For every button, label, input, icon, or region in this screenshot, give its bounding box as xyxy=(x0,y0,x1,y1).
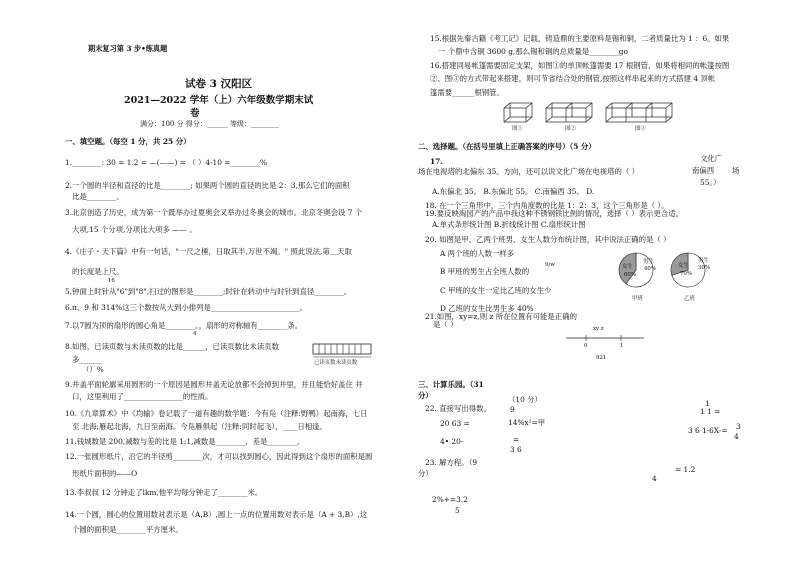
question-3-line1: 3.北京创造了历史，成为第一个既举办过夏奥会又举办过冬奥会的城市。北京冬奥会设 7 个 xyxy=(65,208,363,217)
question-20-option-a: A 两个班的人数一样多 xyxy=(440,249,515,258)
question-20-option-b: B 甲班的男生占全班人数的 xyxy=(440,267,530,276)
question-6: 6.π、9 和 314%这三个数按从大到小排列是________________________。 xyxy=(65,303,307,312)
question-22-points: （10 分） xyxy=(508,395,542,404)
question-7: 7.以7圆为顶的扇形的圆心角是________。，扇形的对称轴有________条。 xyxy=(65,321,303,330)
question-16-line2: ②、图③的方式带起来搭建，则可节省结合处的钢管,按照这样串起来的方式搭建 4 顶帐 xyxy=(430,74,716,83)
q23-equation-1: 2%+=3.2 xyxy=(432,495,468,504)
question-8-line1: 8.如图，已读页数与未读页数的比是______，已读页数比未读页数 xyxy=(65,342,279,351)
pie-b-boy-label: 男生 xyxy=(698,258,709,264)
pie-a-boy-pct: 40% xyxy=(644,266,656,272)
question-4-line1: 4.《庄子・天下篇》中有一句话，"一尺之棰，日取其半,万世不竭。" 照此说法,第＿天取 xyxy=(65,247,352,256)
pages-bar-figure xyxy=(313,342,373,372)
review-step-header: 期末复习第 3 步•练真题 xyxy=(88,44,168,53)
question-12-line1: 12.一张圆形纸片，沿它的半径剪________次，才可以找到圆心，因此得到这个扇形的面积是圆 xyxy=(65,452,373,461)
q21-zero: 0 xyxy=(584,343,588,349)
question-10-line1: 10.《九章算术》中《均输》卷记载了一道有趣的数学题：今有凫（注释:野鸭）起南海，七日 xyxy=(65,409,368,418)
question-3-line2: 大项,15 个分项,分项比大项多 —— 。 xyxy=(72,225,197,234)
question-9-line1: 9.井盖平面轮廓采用圆形的一个原因是圆形井盖无论放都不会掉到井里，并且能恰好盖住 井 xyxy=(65,380,363,389)
question-12-line2: 形纸片面积的——O xyxy=(72,469,138,478)
tent-figures xyxy=(500,100,700,136)
q22-item-11: 4 xyxy=(734,432,739,441)
pie-a-girl-pct: 60% xyxy=(624,272,636,278)
question-23: 23. 解方程。（9 xyxy=(425,458,478,467)
exam-name: 试卷 3 汉阳区 xyxy=(185,78,253,90)
q22-item-4: 4• 20- xyxy=(440,437,464,446)
question-16-line3: 篷需要______根钢管。 xyxy=(430,88,504,97)
pie-b-girl-pct: 70% xyxy=(680,271,692,277)
question-16-line1: 16.搭建同易帐篷需要固定支架，如图①的单顶帐篷需要 17 根钢管，如果将相同的帐篷按图 xyxy=(430,61,730,70)
section-2-heading: 二、选择题。（在括号里填上正确答案的序号）（5 分） xyxy=(418,142,596,151)
pages-bar-caption: 已读页数未读页数 xyxy=(314,360,358,366)
pie-b-label: 乙班 xyxy=(684,296,695,302)
q22-item-3: 14%x²=甲 xyxy=(508,418,546,427)
q23-equation-2: = 1.2 xyxy=(675,465,696,474)
fig-3-label: 图③ xyxy=(635,126,646,132)
pie-b-girl-label: 女生 xyxy=(678,263,689,269)
question-10-line2: 至 北海;雁起北海，九日至南海。今凫雁俱起（注释:同时起飞），____日相逢。 xyxy=(72,422,327,431)
section-3-heading: 三、计算乐园。（31 xyxy=(418,380,484,389)
question-15-line2: 一 个鼎中含铜 3600 g,那么锡和铜的总质量是________go xyxy=(438,47,628,56)
q21-note: 921 xyxy=(596,355,607,361)
q23-equation-1-frac: 5 xyxy=(455,506,460,515)
fig-2-label: 图② xyxy=(565,126,576,132)
question-20: 20. 如图是甲、乙两个班男、女生人数分布统计图，其中说法正确的是（ ） xyxy=(425,235,671,244)
pie-a-boy-label: 男生 xyxy=(643,259,654,265)
q17-side-3: 场 xyxy=(732,166,740,175)
question-4-fraction: 16 xyxy=(108,278,115,284)
question-13: 13.李叔叔 12 分钟走了lkm,他平均每分钟走了________米。 xyxy=(65,488,263,497)
q21-one: 1 xyxy=(620,343,624,349)
q22-item-10: 3 xyxy=(736,422,741,431)
question-4-line2: 的长度是上尺。 xyxy=(72,267,124,276)
question-7-tiny: 4 xyxy=(193,331,197,337)
q22-item-9: 3 6·1·6X-= xyxy=(688,426,728,435)
question-8-line2: 多______ xyxy=(72,355,102,364)
question-19: 19.要反映淘园产的产品中我这种不锈钢铁比例的情况，选择（ ）表示更合适。 xyxy=(425,209,683,218)
q21-axis-labels: xy z xyxy=(593,326,604,332)
question-17-text: 场在电视塔的北偏东 35。方向，还可以说文化广场在电视塔的（ ） xyxy=(418,167,640,176)
q23-equation-2-num: 4 xyxy=(652,474,657,483)
q21-number-line xyxy=(566,334,646,346)
question-21-line1: 21.如图，xy=z,则 z 所在位置有可能是正确的 xyxy=(425,312,577,321)
q22-item-8: 1 1 = xyxy=(700,407,721,416)
question-9-line2: 口，这里利用了________________的性质。 xyxy=(72,392,213,401)
q22-item-2: 20 63 = xyxy=(440,419,470,428)
question-2-line2: 比是________。 xyxy=(72,192,124,201)
question-15-line1: 15.根据先秦古籍《考工记》记载，铸造鼎的主要原料是锡和铜，二者质量比为 1 ：6。如果 xyxy=(430,34,730,43)
question-20-b-fraction: 9/w xyxy=(545,262,555,268)
question-14-line2: 个圆的面积是________平方厘米。 xyxy=(72,525,183,534)
fig-1-label: 图① xyxy=(512,126,523,132)
q22-item-5: = xyxy=(513,435,520,444)
question-8-line3: （）% xyxy=(82,365,104,374)
q22-item-6: 3 6 xyxy=(510,445,522,454)
section-3-heading-tail: 分） xyxy=(418,391,433,400)
exam-title-tail: 卷 xyxy=(190,108,200,119)
q22-item-7: 1 xyxy=(705,399,710,408)
question-20-option-d: D 乙班的女生比男生多 40% xyxy=(440,304,534,313)
question-1: 1.________: 30 = 1.2 = —(——) = （ ）4-10 =________% xyxy=(65,158,268,167)
question-20-option-c: C 甲班的女生一定比乙班的女生少 xyxy=(440,286,552,295)
q17-side-1: 文化广 xyxy=(700,154,723,163)
section-1-heading: 一、填空题。（每空 1 分，共 25 分） xyxy=(65,137,191,146)
pie-b-boy-pct: 30% xyxy=(698,265,710,271)
q17-side-2: 南偏西 xyxy=(692,166,715,175)
exam-title: 2021—2022 学年（上）六年级数学期末试 xyxy=(124,95,314,106)
question-11: 11.钱城数是 200,减数与差的比是 1:1,减数是________，差是________。 xyxy=(65,437,305,446)
question-14-line1: 14.一个圆，圆心的位置用数对表示是（A,B）,圆上一点的位置用数对表示是（A + 3,B）,这 xyxy=(65,510,368,519)
question-19-options: A.单式条形统计图 B.折线统计图 C.扇形统计图 xyxy=(432,220,586,229)
question-23-tail: 分） xyxy=(418,469,433,478)
question-18: 18. 在一个三角形中，三个内角度数的比是 1：2：3，这个三角形是（ ）。 xyxy=(425,201,669,210)
question-17-number: 17. xyxy=(430,157,443,166)
question-17-options: A.东偏北 35。 B.东偏北 55。 C.南偏西 35。 D. xyxy=(432,187,595,196)
pie-a-girl-label: 女生 xyxy=(622,264,633,270)
pie-a-label: 甲班 xyxy=(632,296,643,302)
q22-item-1: 9 xyxy=(510,405,515,414)
question-21-line2: 是（ ） xyxy=(433,320,458,329)
score-line: 满分：100 分 得分：______ 等级：________ xyxy=(140,120,280,128)
question-2-line1: 2.一个圆的半径和直径的比是________; 如果两个圆的直径的比是 2：3,那么它们的面积 xyxy=(65,181,350,190)
question-22: 22. 直接写出得数。 xyxy=(425,404,491,413)
question-5: 5.钟面上时针从"6"到"8",扫过的图形是________;时针在转动中与时针到直径________。 xyxy=(65,287,352,296)
q17-side-4: 55。） xyxy=(700,178,721,187)
